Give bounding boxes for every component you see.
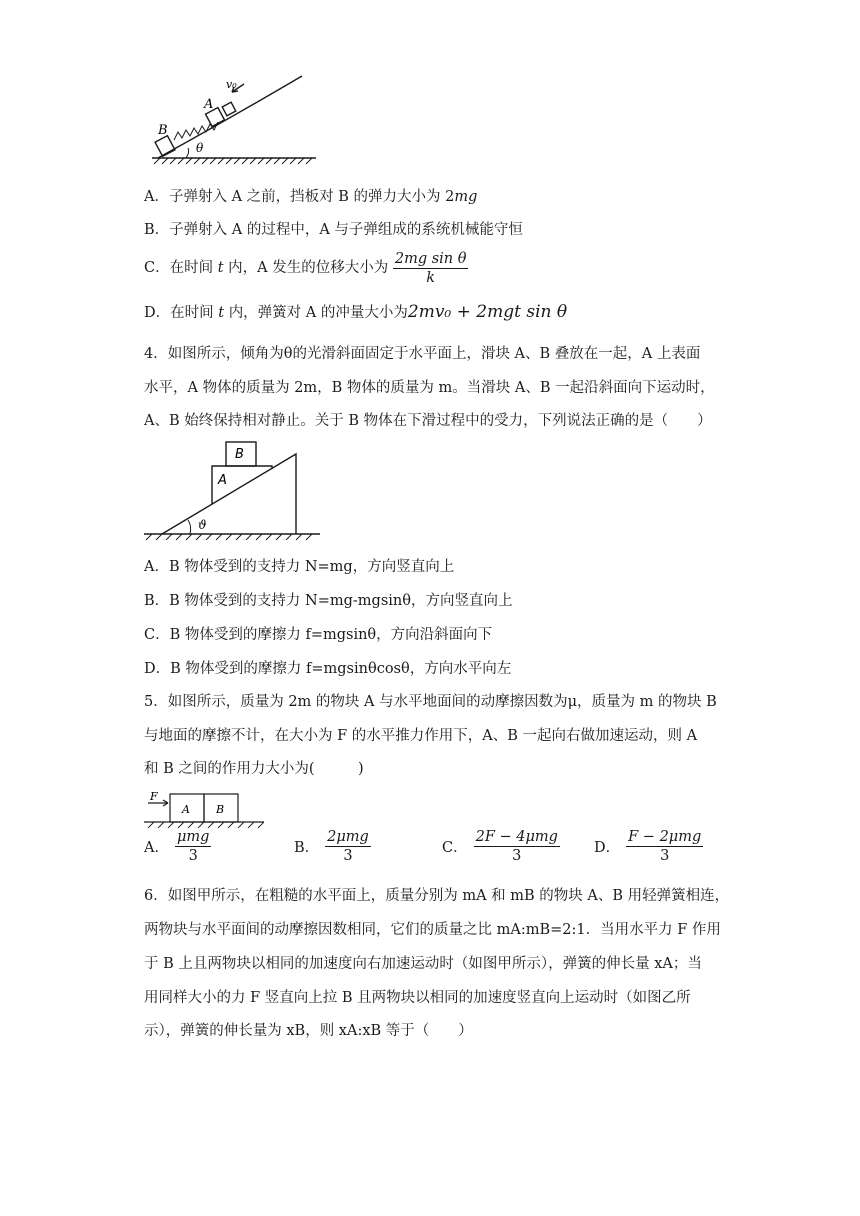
q5-options bbox=[144, 828, 744, 878]
q3-option-a: A．子弹射入 A 之前，挡板对 B 的弹力大小为 2mg bbox=[144, 189, 478, 205]
bullet bbox=[222, 102, 236, 116]
q5-blocks-figure bbox=[144, 790, 264, 828]
q3-c-fraction: $\frac{\text{2mg sin θ}}{k}$ bbox=[394, 250, 467, 286]
label-theta: θ bbox=[196, 141, 204, 155]
label-f: F bbox=[150, 790, 158, 803]
q5-stem-line-3: 和 B 之间的作用力大小为( ) bbox=[144, 761, 364, 777]
q3-option-d: D．在时间 t 内，弹簧对 A 的冲量大小为2mv₀ + 2mgt sin θ bbox=[144, 302, 568, 322]
label-a: A bbox=[204, 97, 214, 112]
q3-option-c: C．在时间 t 内，A 发生的位移大小为 $\frac{\text{2mg sin θ}}{k}$ bbox=[144, 250, 467, 286]
block-b bbox=[155, 136, 175, 157]
q6-stem-line-5: 示），弹簧的伸长量为 xB，则 xA:xB 等于（ ） bbox=[144, 1023, 473, 1039]
q4-wedge-figure bbox=[144, 440, 320, 540]
q4-option-b: B．B 物体受到的支持力 N=mg-mgsinθ，方向竖直向上 bbox=[144, 593, 513, 609]
q5-stem-line-1: 5．如图所示，质量为 2m 的物块 A 与水平地面间的动摩擦因数为μ，质量为 m 的物块 B bbox=[144, 694, 717, 710]
q4-option-a: A．B 物体受到的支持力 N=mg，方向竖直向上 bbox=[144, 559, 455, 575]
q4-stem-line-1: 4．如图所示，倾角为θ的光滑斜面固定于水平面上，滑块 A、B 叠放在一起，A 上表面 bbox=[144, 346, 701, 362]
q4-option-c: C．B 物体受到的摩擦力 f=mgsinθ，方向沿斜面向下 bbox=[144, 627, 493, 643]
q4-option-d: D．B 物体受到的摩擦力 f=mgsinθcosθ，方向水平向左 bbox=[144, 661, 512, 677]
q6-stem-line-1: 6．如图甲所示，在粗糙的水平面上，质量分别为 mA 和 mB 的物块 A、B 用轻弹簧相连， bbox=[144, 888, 730, 904]
ground-hatch bbox=[154, 158, 312, 164]
q3-incline-figure bbox=[144, 72, 319, 164]
q6-stem-line-3: 于 B 上且两物块以相同的加速度向右加速运动时（如图甲所示），弹簧的伸长量 xA；当 bbox=[144, 956, 702, 972]
label-a: A bbox=[218, 473, 227, 488]
q6-stem-line-4: 用同样大小的力 F 竖直向上拉 B 且两物块以相同的加速度竖直向上运动时（如图乙所 bbox=[144, 990, 691, 1006]
label-b: B bbox=[216, 803, 225, 816]
q5-option-d: D． $\frac{\text{F − 2μmg}}{3}$ bbox=[594, 829, 702, 864]
label-b: B bbox=[235, 447, 244, 462]
label-a: A bbox=[182, 803, 190, 816]
q5-option-a: A． $\frac{\text{μmg}}{3}$ bbox=[144, 829, 210, 864]
label-v0: v₀ bbox=[226, 78, 237, 91]
q4-stem-line-2: 水平，A 物体的质量为 2m，B 物体的质量为 m。当滑块 A、B 一起沿斜面向下运动时， bbox=[144, 380, 715, 396]
q5-option-b: B． $\frac{\text{2μmg}}{3}$ bbox=[294, 829, 369, 864]
q6-stem-line-2: 两物块与水平面间的动摩擦因数相同，它们的质量之比 mA:mB=2:1．当用水平力 F 作用 bbox=[144, 922, 721, 938]
q5-stem-line-2: 与地面的摩擦不计，在大小为 F 的水平推力作用下，A、B 一起向右做加速运动，则 A bbox=[144, 728, 698, 744]
label-b: B bbox=[158, 123, 168, 138]
label-theta: ϑ bbox=[198, 518, 207, 532]
q4-stem-line-3: A、B 始终保持相对静止。关于 B 物体在下滑过程中的受力，下列说法正确的是（ ） bbox=[144, 413, 712, 429]
q3-option-b: B．子弹射入 A 的过程中，A 与子弹组成的系统机械能守恒 bbox=[144, 222, 523, 238]
q5-option-c: C． $\frac{\text{2F − 4μmg}}{3}$ bbox=[442, 829, 558, 864]
